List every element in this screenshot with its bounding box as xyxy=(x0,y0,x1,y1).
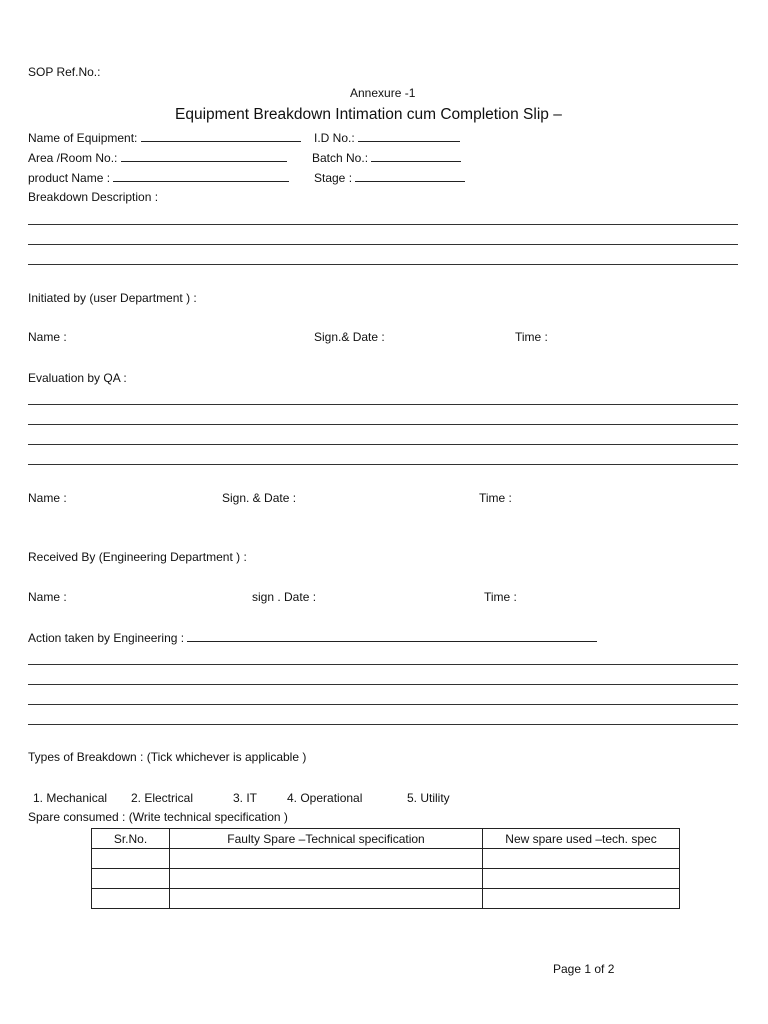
spares-cell[interactable] xyxy=(483,849,680,869)
evaluation-line[interactable] xyxy=(28,444,738,445)
page-number: Page 1 of 2 xyxy=(553,962,615,976)
spares-cell[interactable] xyxy=(92,869,170,889)
breakdown-type-option[interactable]: 1. Mechanical xyxy=(33,791,108,805)
id-no-label: I.D No.: xyxy=(314,131,355,145)
stage-field[interactable] xyxy=(355,170,465,182)
action-row xyxy=(28,630,597,645)
batch-no-label: Batch No.: xyxy=(312,151,369,165)
breakdown-type-option[interactable]: 2. Electrical xyxy=(131,791,194,805)
spares-cell[interactable] xyxy=(483,889,680,909)
evaluation-line[interactable] xyxy=(28,464,738,465)
action-line[interactable] xyxy=(28,684,738,685)
spares-cell[interactable] xyxy=(170,869,483,889)
received-sign-date-label: sign . Date : xyxy=(252,590,317,604)
spares-heading: Spare consumed : (Write technical specification ) xyxy=(28,810,288,824)
spares-cell[interactable] xyxy=(92,889,170,909)
evaluation-name-label: Name : xyxy=(28,491,67,505)
product-name-field[interactable] xyxy=(113,170,289,182)
spares-cell[interactable] xyxy=(170,889,483,909)
spares-col-sr-no: Sr.No. xyxy=(92,829,170,849)
action-field[interactable] xyxy=(187,630,597,642)
received-name-label: Name : xyxy=(28,590,67,604)
table-row xyxy=(92,869,680,889)
stage-row xyxy=(314,170,465,185)
received-heading: Received By (Engineering Department ) : xyxy=(28,550,247,564)
batch-no-row xyxy=(312,150,461,165)
annexure-label: Annexure -1 xyxy=(350,86,416,100)
breakdown-type-option[interactable]: 5. Utility xyxy=(407,791,450,805)
stage-label: Stage : xyxy=(314,171,353,185)
evaluation-sign-date-label: Sign. & Date : xyxy=(222,491,297,505)
action-line[interactable] xyxy=(28,724,738,725)
breakdown-type-option[interactable]: 4. Operational xyxy=(287,791,363,805)
sop-ref-label: SOP Ref.No.: xyxy=(28,65,101,79)
table-row xyxy=(92,849,680,869)
initiated-time-label: Time : xyxy=(515,330,548,344)
evaluation-heading: Evaluation by QA : xyxy=(28,371,127,385)
breakdown-description-line[interactable] xyxy=(28,264,738,265)
equipment-name-field[interactable] xyxy=(141,130,301,142)
area-room-row xyxy=(28,150,287,165)
evaluation-line[interactable] xyxy=(28,404,738,405)
breakdown-description-line[interactable] xyxy=(28,244,738,245)
received-time-label: Time : xyxy=(484,590,517,604)
initiated-heading: Initiated by (user Department ) : xyxy=(28,291,197,305)
id-no-field[interactable] xyxy=(358,130,460,142)
product-name-label: product Name : xyxy=(28,171,111,185)
initiated-sign-date-label: Sign.& Date : xyxy=(314,330,385,344)
evaluation-time-label: Time : xyxy=(479,491,512,505)
breakdown-description-label: Breakdown Description : xyxy=(28,190,159,204)
action-heading: Action taken by Engineering : xyxy=(28,631,185,645)
batch-no-field[interactable] xyxy=(371,150,461,162)
action-line[interactable] xyxy=(28,704,738,705)
breakdown-description-line[interactable] xyxy=(28,224,738,225)
equipment-name-row xyxy=(28,130,301,145)
spares-cell[interactable] xyxy=(92,849,170,869)
equipment-name-label: Name of Equipment: xyxy=(28,131,138,145)
spares-cell[interactable] xyxy=(170,849,483,869)
initiated-name-label: Name : xyxy=(28,330,67,344)
spares-header-row xyxy=(92,829,680,849)
spares-col-new-spare: New spare used –tech. spec xyxy=(483,829,680,849)
product-name-row xyxy=(28,170,289,185)
spares-cell[interactable] xyxy=(483,869,680,889)
breakdown-types-heading: Types of Breakdown : (Tick whichever is applicable ) xyxy=(28,750,307,764)
area-room-field[interactable] xyxy=(121,150,287,162)
evaluation-line[interactable] xyxy=(28,424,738,425)
spares-table xyxy=(91,828,680,909)
id-no-row xyxy=(314,130,460,145)
table-row xyxy=(92,889,680,909)
breakdown-type-option[interactable]: 3. IT xyxy=(233,791,258,805)
page-title: Equipment Breakdown Intimation cum Completion Slip – xyxy=(175,106,562,123)
area-room-label: Area /Room No.: xyxy=(28,151,118,165)
action-line[interactable] xyxy=(28,664,738,665)
spares-col-faulty-spare: Faulty Spare –Technical specification xyxy=(170,829,483,849)
